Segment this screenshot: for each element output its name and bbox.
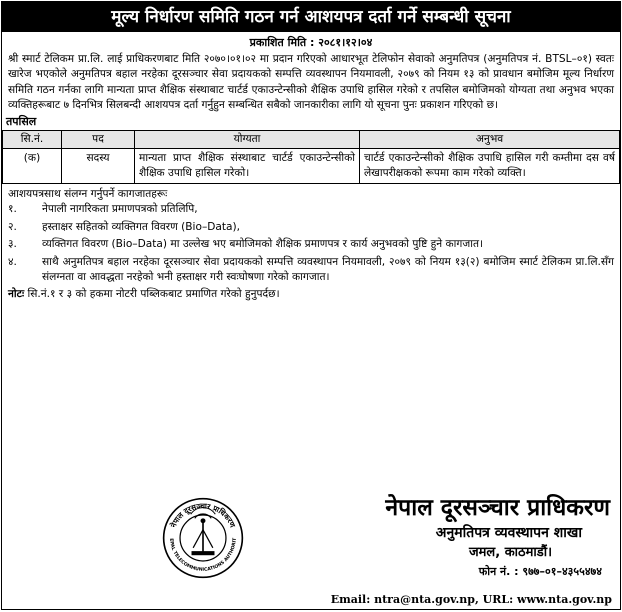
details-label: तपसिल (6, 114, 37, 128)
item-text: नेपाली नागरिकता प्रमाणपत्रको प्रतिलिपि, (42, 203, 198, 216)
details-table (2, 130, 620, 185)
table-header-row (3, 130, 620, 148)
header-post: पद (62, 130, 135, 148)
notice (1, 1, 621, 610)
footer (2, 491, 620, 609)
cell-post: सदस्य (62, 148, 135, 184)
cell-qualification: मान्यता प्राप्त शैक्षिक संस्थाबाट चार्टर्ड एकाउन्टेन्सीको शैक्षिक उपाधि हासिल गरेको। (135, 148, 360, 184)
organization-block (385, 493, 610, 581)
item-number: ४. (8, 255, 17, 268)
notice-title: मूल्य निर्धारण समिति गठन गर्न आशयपत्र दर्ता गर्ने सम्बन्धी सूचना (2, 2, 620, 32)
item-number: ३. (8, 238, 17, 251)
list-item (8, 255, 614, 286)
item-text: व्यक्तिगत विवरण (Bio–Data) मा उल्लेख भए बमोजिमको शैक्षिक प्रमाणपत्र र कार्य अनुभवको पुष्टि हुने कागजात। (42, 238, 484, 251)
header-experience: अनुभव (360, 130, 620, 148)
cell-serial: (क) (3, 148, 62, 184)
item-text: साथै अनुमतिपत्र बहाल नरहेका दूरसञ्चार सेवा प्रदायकको सम्पत्ति व्यवस्थापन नियमावली, २०७९ को नियम १३(२) बमोजिम स्मार्ट टेलिकम प्रा.लि.सँग संलग्नता वा आवद्धता नरहेको भनी हस्ताक्षर गरी स्वःघोषणा गरेको कागजात। (42, 255, 614, 284)
header-serial: सि.नं. (3, 130, 62, 148)
header-qualification: योग्यता (135, 130, 360, 148)
documents-heading: आशयपत्रसाथ संलग्न गर्नुपर्ने कागजातहरूः (8, 188, 168, 201)
published-date: प्रकाशित मिति : २०८१।१२।०४ (249, 36, 373, 49)
seal-top-text: नेपाल दूरसञ्चार प्राधिकरण (168, 501, 238, 529)
organization-location: जमल, काठमाडौं। (469, 545, 552, 560)
item-number: २. (8, 220, 17, 233)
item-number: १. (8, 203, 17, 216)
note-text: सि.नं.१ र ३ को हकमा नोटरी पब्लिकबाट प्रमाणित गरेको हुनुपर्दछ। (27, 288, 280, 301)
documents-list (2, 202, 620, 285)
note (8, 287, 614, 302)
note-label: नोटः (8, 288, 25, 301)
organization-name: नेपाल दूरसञ्चार प्राधिकरण (385, 495, 610, 521)
seal-bottom-text: EPAL TELECOMMUNICATIONS AUTHORIT (168, 537, 238, 573)
list-item (8, 202, 614, 217)
table-row (3, 148, 620, 184)
department-name: अनुमतिपत्र व्यवस्थापन शाखा (435, 525, 582, 541)
item-text: हस्ताक्षर सहितको व्यक्तिगत विवरण (Bio–Data), (42, 220, 241, 233)
contact-line: Email: ntra@nta.gov.np, URL: www.nta.gov.np (330, 593, 612, 606)
list-item (8, 220, 614, 235)
phone-number: फोन नं. : ९७७–०१–४३५५४७४ (478, 565, 602, 578)
intro-paragraph: श्री स्मार्ट टेलिकम प्रा.लि. लाई प्राधिकरणबाट मिति २०७०।०१।०२ मा प्रदान गरिएको आधारभूत टेलिफोन सेवाको अनुमतिपत्र (अनुमतिपत्र नं. BTSL–०१) स्वतः खारेज भएकोले अनुमतिपत्र बहाल नरहेका दूरसञ्चार सेवा प्रदायकको सम्पत्ति व्यवस्थापन नियमावली, २०७९ को नियम १३ को प्रावधान बमोजिम मूल्य निर्धारण समिति गठन गर्नका लागि मान्यता प्राप्त शैक्षिक संस्थाबाट चार्टर्ड एकाउन्टेन्सीको शैक्षिक उपाधि हासिल गरेको र तपसिल बमोजिमको योग्यता तथा अनुभव भएका व्यक्तिहरूबाट ७ दिनभित्र सिलबन्दी आशयपत्र दर्ता गर्नुहुन सम्बन्धित सबैको जानकारीका लागि यो सूचना पुनः प्रकाशन गरिएको छ। (8, 53, 614, 112)
list-item (8, 237, 614, 252)
cell-experience: चार्टर्ड एकाउन्टेन्सीको शैक्षिक उपाधि हासिल गरी कम्तीमा दस वर्ष लेखापरीक्षकको रूपमा काम गरेको व्यक्ति। (360, 148, 620, 184)
nta-seal-logo (162, 497, 244, 579)
